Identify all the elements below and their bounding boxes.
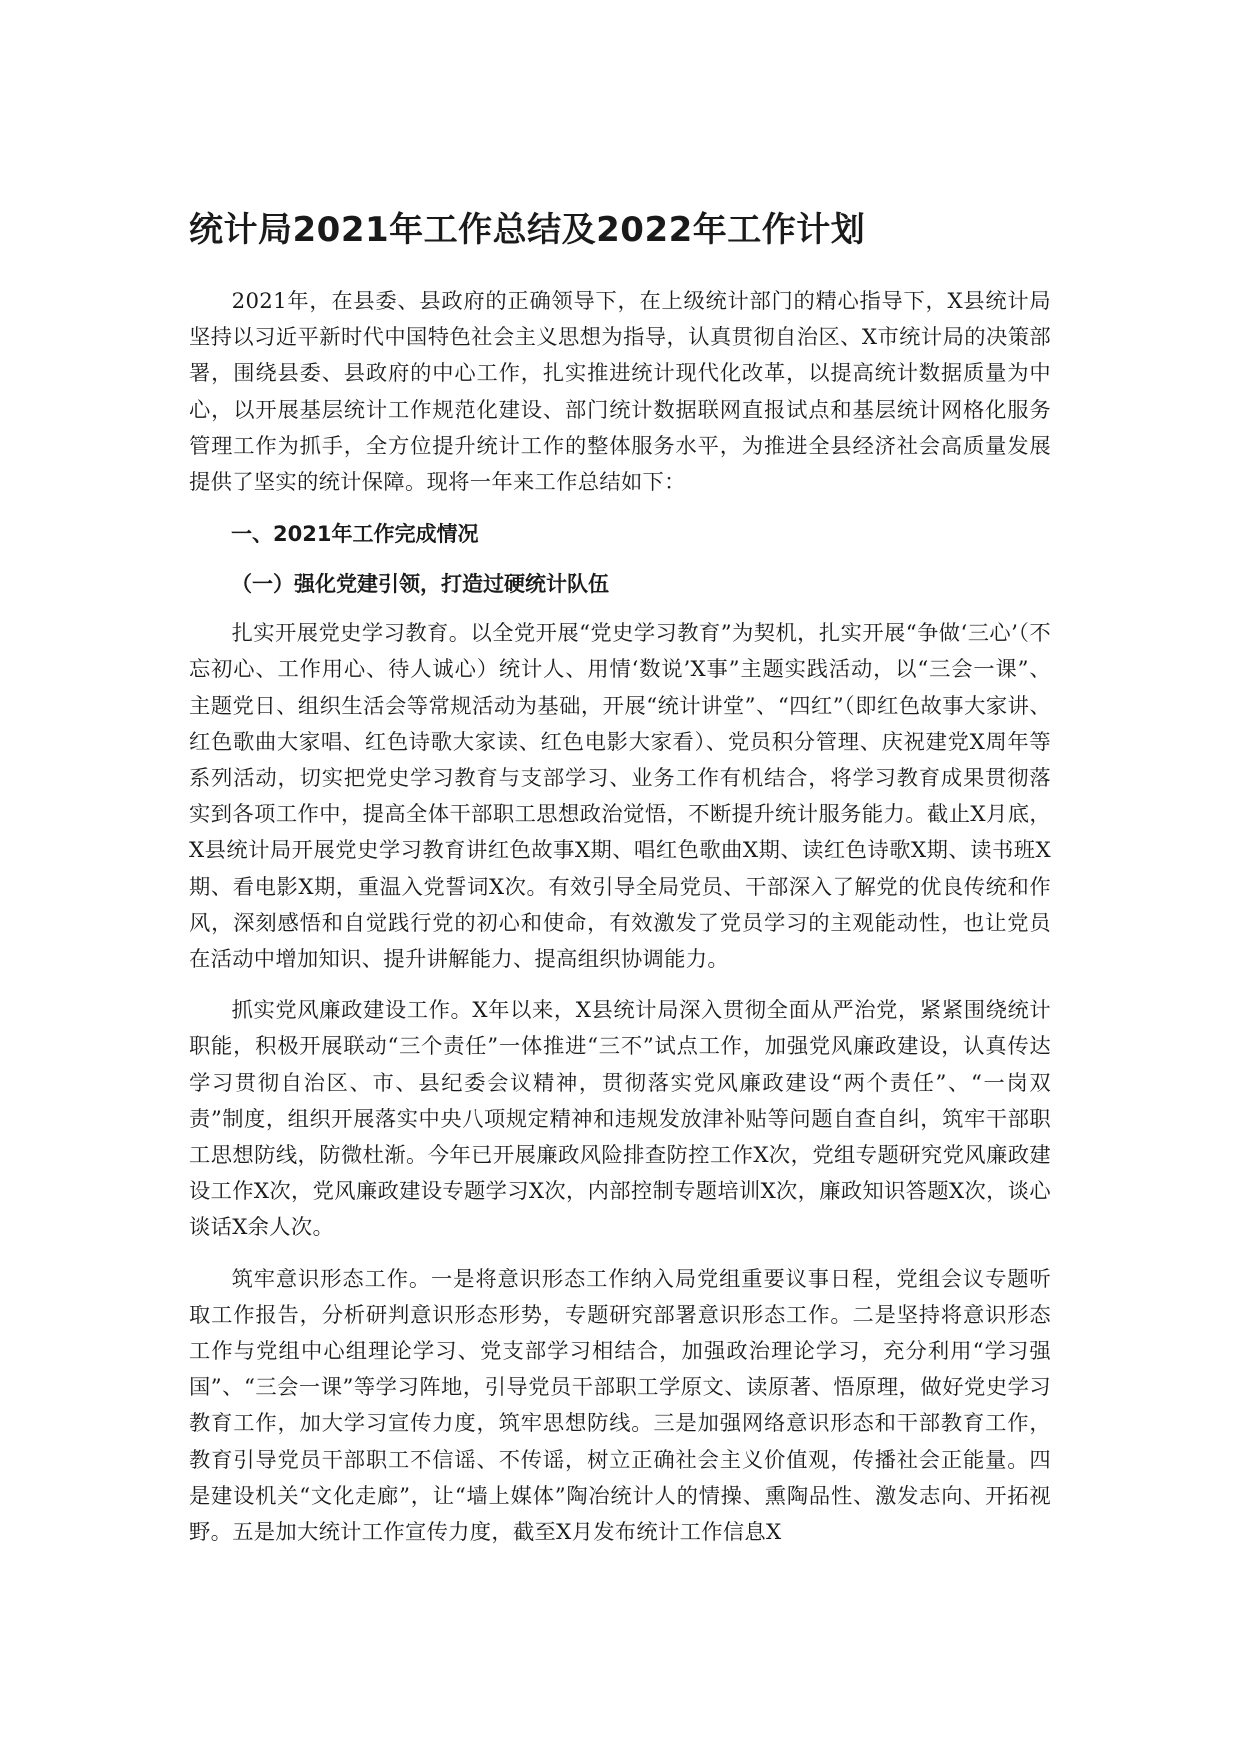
- section-heading: 一、2021年工作完成情况: [231, 522, 479, 547]
- subsection-heading: （一）强化党建引领，打造过硬统计队伍: [231, 572, 609, 597]
- paragraph-party-history: 扎实开展党史学习教育。以全党开展“党史学习教育”为契机，扎实开展“争做‘三心’（不忘初心、工作用心、待人诚心）统计人、用情‘数说’X事”主题实践活动，以“三会一课”、主题党日、组织生活会等常规活动为基础，开展“统计讲堂”、“四红”（即红色故事大家讲、红色歌曲大家唱、红色诗歌大家读、红色电影大家看）、党员积分管理、庆祝建党X周年等系列活动，切实把党史学习教育与支部学习、业务工作有机结合，将学习教育成果贯彻落实到各项工作中，提高全体干部职工思想政治觉悟，不断提升统计服务能力。截止X月底，X县统计局开展党史学习教育讲红色故事X期、唱红色歌曲X期、读红色诗歌X期、读书班X期、看电影X期，重温入党誓词X次。有效引导全局党员、干部深入了解党的优良传统和作风，深刻感悟和自觉践行党的初心和使命，有效激发了党员学习的主观能动性，也让党员在活动中增加知识、提升讲解能力、提高组织协调能力。: [189, 621, 1051, 973]
- intro-paragraph: 2021年，在县委、县政府的正确领导下，在上级统计部门的精心指导下，X县统计局坚持以习近平新时代中国特色社会主义思想为指导，认真贯彻自治区、X市统计局的决策部署，围绕县委、县政府的中心工作，扎实推进统计现代化改革，以提高统计数据质量为中心，以开展基层统计工作规范化建设、部门统计数据联网直报试点和基层统计网格化服务管理工作为抓手，全方位提升统计工作的整体服务水平，为推进全县经济社会高质量发展提供了坚实的统计保障。现将一年来工作总结如下：: [189, 289, 1051, 496]
- document-title: 统计局2021年工作总结及2022年工作计划: [189, 210, 866, 250]
- paragraph-ideology: 筑牢意识形态工作。一是将意识形态工作纳入局党组重要议事日程，党组会议专题听取工作报告，分析研判意识形态形势，专题研究部署意识形态工作。二是坚持将意识形态工作与党组中心组理论学习、党支部学习相结合，加强政治理论学习，充分利用“学习强国”、“三会一课”等学习阵地，引导党员干部职工学原文、读原著、悟原理，做好党史学习教育工作，加大学习宣传力度，筑牢思想防线。三是加强网络意识形态和干部教育工作，教育引导党员干部职工不信谣、不传谣，树立正确社会主义价值观，传播社会正能量。四是建设机关“文化走廊”，让“墙上媒体”陶冶统计人的情操、熏陶品性、激发志向、开拓视野。五是加大统计工作宣传力度，截至X月发布统计工作信息X: [189, 1266, 1051, 1546]
- paragraph-integrity: 抓实党风廉政建设工作。X年以来，X县统计局深入贯彻全面从严治党，紧紧围绕统计职能，积极开展联动“三个责任”一体推进“三不”试点工作，加强党风廉政建设，认真传达学习贯彻自治区、市、县纪委会议精神，贯彻落实党风廉政建设“两个责任”、“一岗双责”制度，组织开展落实中央八项规定精神和违规发放津补贴等问题自查自纠，筑牢干部职工思想防线，防微杜渐。今年已开展廉政风险排查防控工作X次，党组专题研究党风廉政建设工作X次，党风廉政建设专题学习X次，内部控制专题培训X次，廉政知识答题X次，谈心谈话X余人次。: [189, 998, 1051, 1241]
- document-body: [189, 206, 1051, 1566]
